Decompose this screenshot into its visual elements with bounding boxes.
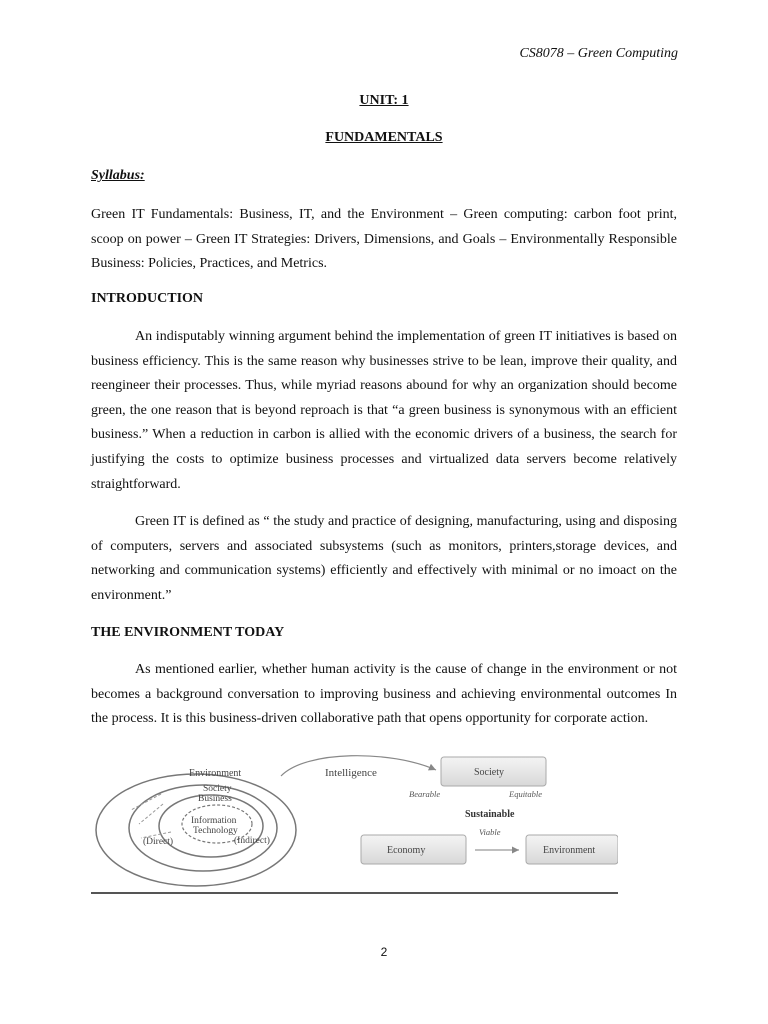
- environment-today-paragraph: As mentioned earlier, whether human activity is the cause of change in the environment or not becomes a background conversation to improving business and achieving environmental outcomes In the process. It is this business-driven collaborative path that opens opportunity for corporate action.: [91, 662, 677, 727]
- page-number: 2: [380, 945, 388, 959]
- introduction-paragraph-1: An indisputably winning argument behind the implementation of green IT initiatives is based on business efficiency. This is the same reason why businesses strive to be lean, improve their quality, and reengineer their processes. Thus, while myriad reasons abound for why an organization should become green, the one reason that is beyond reproach is that “a green business is synonymous with an efficient business.” When a reduction in carbon is allied with the economic drivers of a business, the search for justifying the costs to optimize business processes and virtualized data servers become relatively straightforward.: [91, 329, 677, 492]
- ring-label-it-2: Technology: [193, 826, 238, 836]
- green-it-definition-paragraph: Green IT is defined as “ the study and practice of designing, manufacturing, using and disposing of computers, servers and associated subsystems (such as monitors, printers,storage devices, and networking and communication systems) efficiently and effectively with minimal or no imoact on the environment.”: [91, 514, 677, 603]
- chapter-title: FUNDAMENTALS: [325, 130, 443, 145]
- running-header: CS8078 – Green Computing: [519, 46, 678, 61]
- concentric-rings-diagram: [96, 768, 296, 886]
- bearable-label: Bearable: [409, 789, 441, 799]
- economy-box-label: Economy: [387, 845, 426, 856]
- intelligence-label: Intelligence: [325, 767, 377, 779]
- sustainability-diagram: [361, 757, 618, 864]
- ring-label-business: Business: [198, 794, 232, 804]
- ring-label-society: Society: [203, 784, 232, 794]
- introduction-heading: INTRODUCTION: [91, 291, 204, 306]
- ring-label-it-1: Information: [191, 816, 237, 826]
- ring-label-direct: (Direct): [143, 837, 174, 847]
- figure-divider: [91, 892, 618, 894]
- unit-title: UNIT: 1: [359, 93, 409, 108]
- society-box-label: Society: [474, 767, 504, 778]
- environment-today-heading: THE ENVIRONMENT TODAY: [91, 625, 285, 640]
- ring-label-environment: Environment: [189, 768, 242, 779]
- figure-diagram: [91, 752, 618, 887]
- syllabus-text: Green IT Fundamentals: Business, IT, and the Environment – Green computing: carbon foot print, scoop on power – Green IT Strategies: Drivers, Dimensions, and Goals – Environmentally Responsible Business: Policies, Practices, and Metrics.: [91, 207, 677, 272]
- syllabus-label: Syllabus:: [91, 168, 145, 183]
- environment-box-label: Environment: [543, 845, 596, 856]
- green-it-figure: [91, 752, 618, 887]
- equitable-label: Equitable: [509, 789, 543, 799]
- sustainable-label: Sustainable: [465, 809, 515, 820]
- ring-label-indirect: (Indirect): [234, 836, 270, 846]
- viable-label: Viable: [479, 827, 501, 837]
